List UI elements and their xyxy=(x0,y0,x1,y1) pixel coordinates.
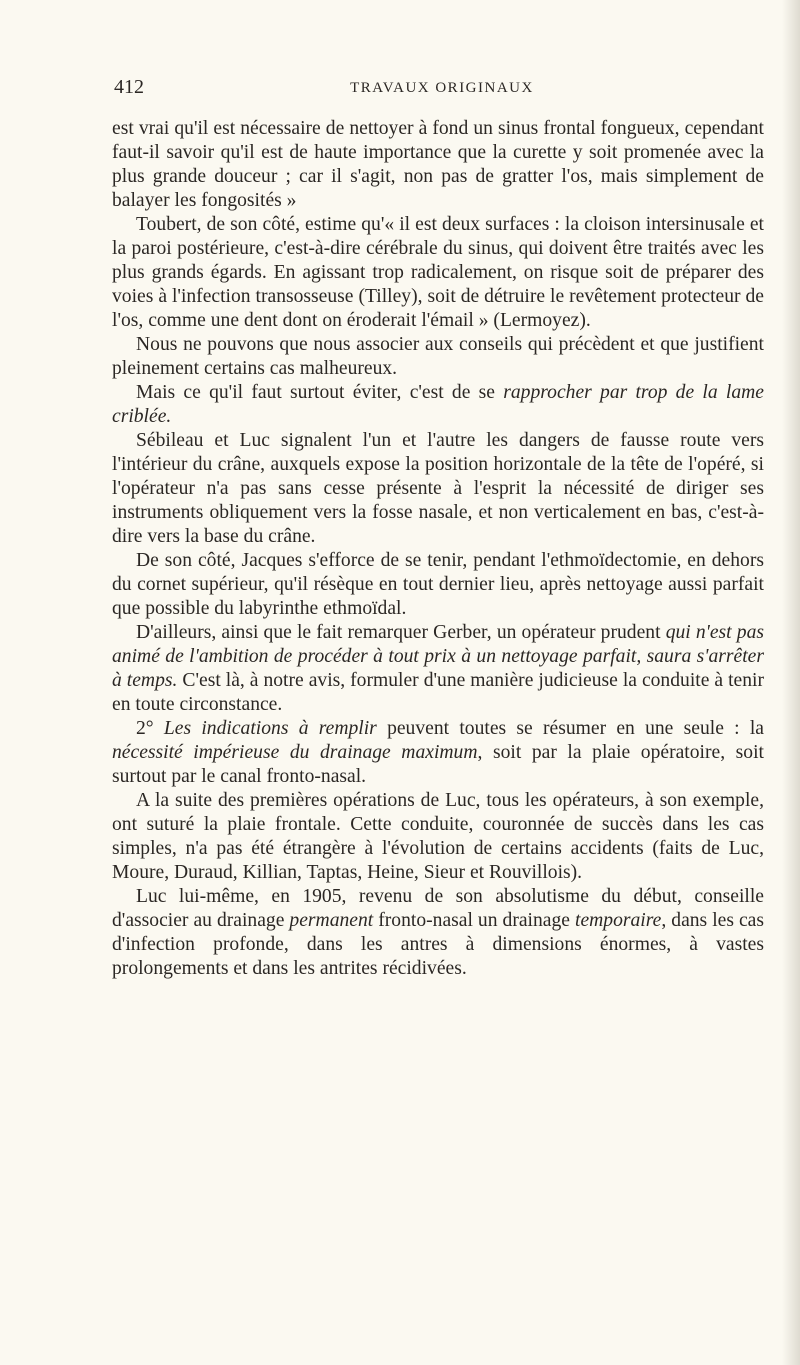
text-run: fronto-nasal un drainage xyxy=(373,910,575,931)
paragraph xyxy=(112,213,764,333)
running-title: TRAVAUX ORIGINAUX xyxy=(350,80,534,96)
paragraph xyxy=(112,717,764,789)
text-run: , soit par la plaie opératoire, soit surtout par le canal fronto-nasal. xyxy=(112,742,764,787)
paragraph xyxy=(112,381,764,429)
paragraph xyxy=(112,429,764,549)
body-text xyxy=(112,117,764,981)
paragraph xyxy=(112,549,764,621)
text-run: D'ailleurs, ainsi que le fait remarquer Gerber, un opérateur prudent xyxy=(136,622,666,643)
text-run: est vrai qu'il est nécessaire de nettoyer à fond un sinus frontal fongueux, cependant faut-il savoir qu'il est de haute importance que la curette y soit promenée avec la plus grande douceur ; car il s'agit, non pas de gratter l'os, mais simplement de balayer les fongosités » xyxy=(112,118,764,211)
paragraph xyxy=(112,885,764,981)
text-run: Sébileau et Luc signalent l'un et l'autre les dangers de fausse route vers l'intérieur du crâne, auxquels expose la position horizontale de la tête de l'opéré, si l'opérateur n'a pas sans cesse présente à l'esprit la nécessité de diriger ses instruments obliquement vers la fosse nasale, et non verticalement en bas, c'est-à-dire vers la base du crâne. xyxy=(112,430,764,547)
italic-text: Les indications à remplir xyxy=(163,718,377,739)
italic-text: qui n'est pas animé de l'ambition de procéder à tout prix à un nettoyage parfait, saura s'arrêter à temps. xyxy=(112,622,764,691)
page-number: 412 xyxy=(114,76,144,98)
paragraph xyxy=(112,789,764,885)
text-run: Luc lui-même, en 1905, revenu de son absolutisme du début, conseille d'associer au drainage xyxy=(112,886,764,931)
text-run: peuvent toutes se résumer en une seule : la xyxy=(376,718,764,739)
paragraph xyxy=(112,333,764,381)
text-run: A la suite des premières opérations de Luc, tous les opérateurs, à son exemple, ont suturé la plaie frontale. Cette conduite, couronnée de succès dans les cas simples, n'a pas été étrangère à l'évolution de certains accidents (faits de Luc, Moure, Duraud, Killian, Taptas, Heine, Sieur et Rouvillois). xyxy=(112,790,764,883)
page-header xyxy=(112,72,772,102)
paragraph xyxy=(112,621,764,717)
italic-text: rapprocher par trop de la lame criblée. xyxy=(112,382,764,427)
italic-text: nécessité impérieuse du drainage maximum xyxy=(112,742,478,763)
text-run: 2° xyxy=(136,718,164,739)
text-run: Nous ne pouvons que nous associer aux conseils qui précèdent et que justifient pleinement certains cas malheureux. xyxy=(112,334,764,379)
paragraph xyxy=(112,117,764,213)
text-run: Mais ce qu'il faut surtout éviter, c'est de se xyxy=(136,382,504,403)
italic-text: temporaire xyxy=(575,910,662,931)
text-run: , dans les cas d'infection profonde, dans les antres à dimensions énormes, à vastes prolongements et dans les antrites récidivées. xyxy=(112,910,764,979)
text-run: Toubert, de son côté, estime qu'« il est deux surfaces : la cloison intersinusale et la paroi postérieure, c'est-à-dire cérébrale du sinus, qui doivent être traités avec les plus grands égards. En agissant trop radicalement, on risque soit de préparer des voies à l'infection transosseuse (Tilley), soit de détruire le revêtement protecteur de l'os, comme une dent dont on éroderait l'émail » (Lermoyez). xyxy=(112,214,764,331)
text-run: C'est là, à notre avis, formuler d'une manière judicieuse la conduite à tenir en toute circonstance. xyxy=(112,670,764,715)
italic-text: permanent xyxy=(289,910,374,931)
page-gutter-shadow xyxy=(782,0,800,1365)
text-run: De son côté, Jacques s'efforce de se tenir, pendant l'ethmoïdectomie, en dehors du cornet supérieur, qu'il résèque en tout dernier lieu, après nettoyage aussi parfait que possible du labyrinthe ethmoïdal. xyxy=(112,550,764,619)
